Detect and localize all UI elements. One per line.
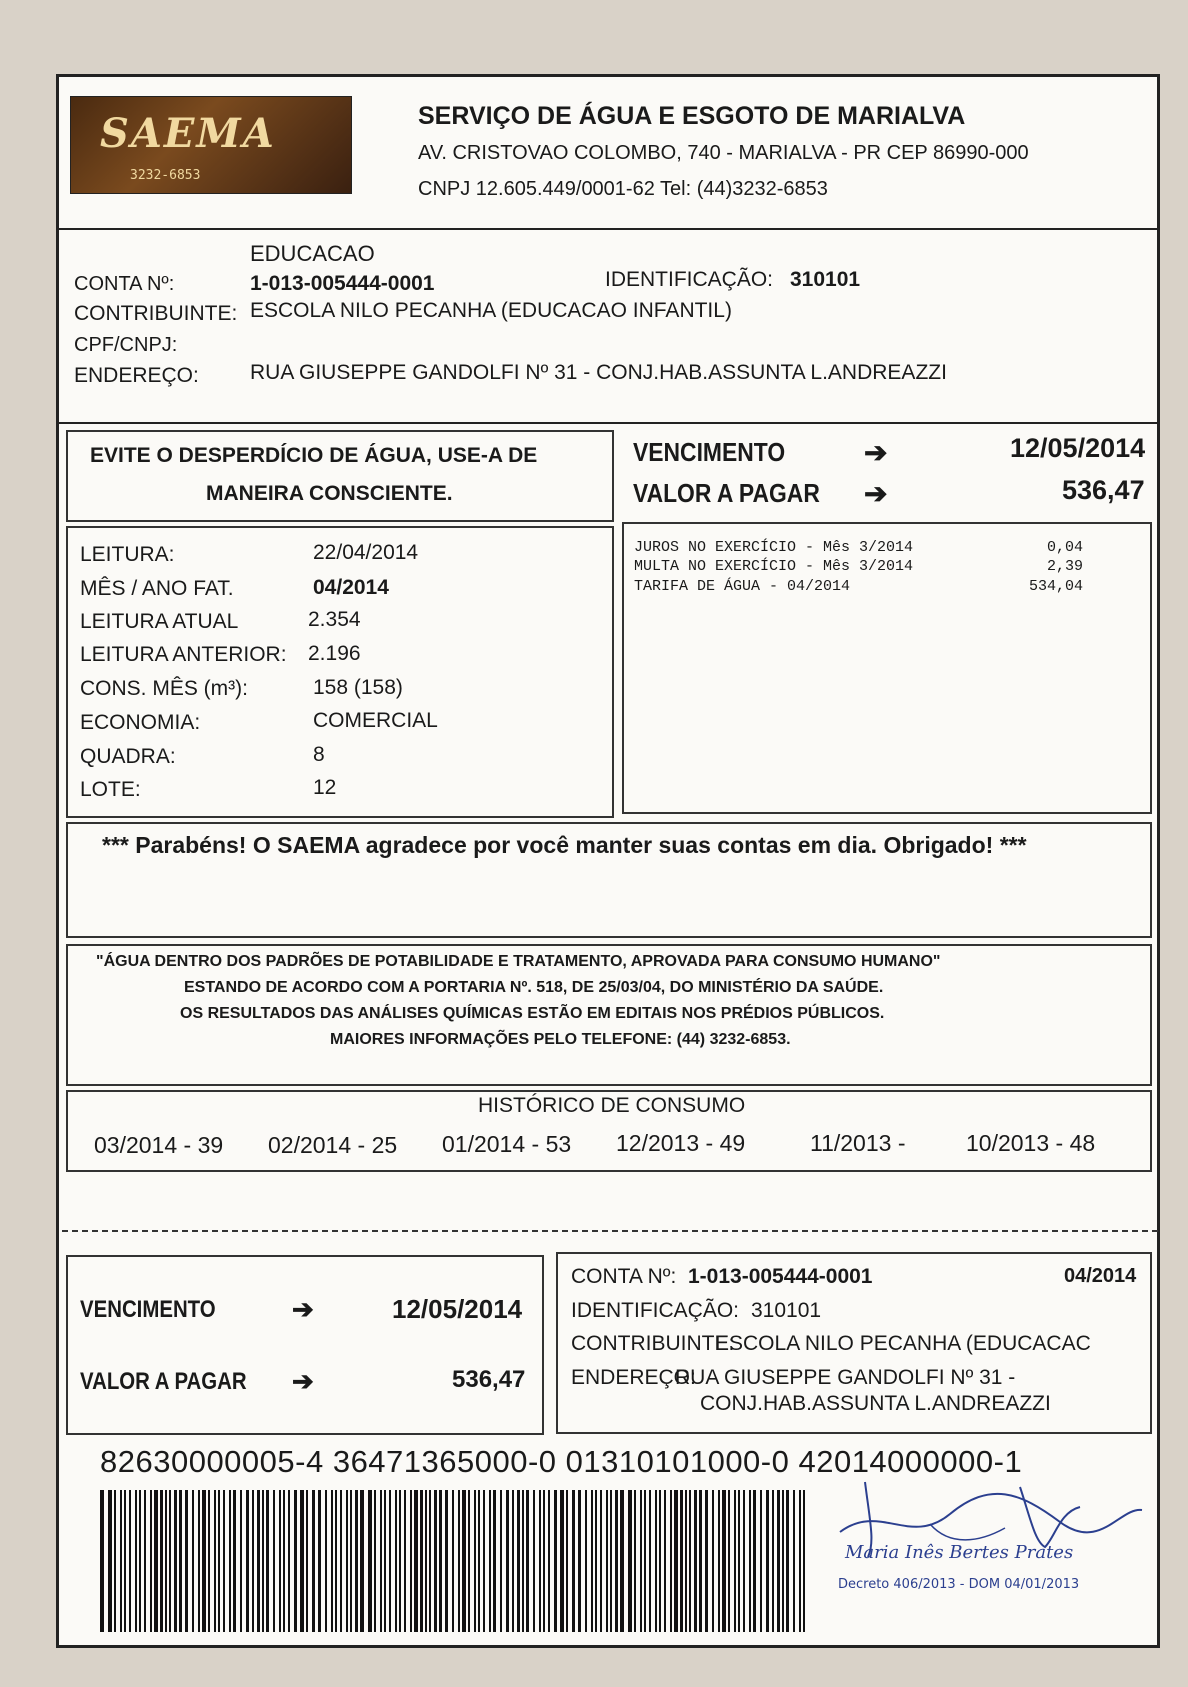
vencimento-value: 12/05/2014	[1010, 433, 1146, 463]
barcode-bar	[410, 1490, 412, 1632]
barcode-bar	[743, 1490, 745, 1632]
anterior-label: LEITURA ANTERIOR:	[80, 643, 287, 666]
barcode-bar	[420, 1490, 423, 1632]
company-address: AV. CRISTOVAO COLOMBO, 740 - MARIALVA - PR CEP 86990-000	[418, 142, 1029, 164]
barcode-bar	[722, 1490, 726, 1632]
barcode-bar	[368, 1490, 372, 1632]
endereco-value: RUA GIUSEPPE GANDOLFI Nº 31 - CONJ.HAB.ASSUNTA L.ANDREAZZI	[250, 361, 947, 384]
barcode-bar	[606, 1490, 608, 1632]
stub-payment-box	[66, 1255, 544, 1435]
stamp-name: Maria Inês Bertes Prates	[845, 1542, 1074, 1563]
barcode-bar	[772, 1490, 774, 1632]
barcode-bar	[452, 1490, 454, 1632]
barcode-bar	[512, 1490, 514, 1632]
barcode-bar	[380, 1490, 382, 1632]
barcode-bar	[560, 1490, 564, 1632]
leitura-label: LEITURA:	[80, 543, 175, 566]
barcode-bar	[566, 1490, 568, 1632]
cpf-label: CPF/CNPJ:	[74, 334, 178, 356]
contrib-label: CONTRIBUINTE:	[74, 302, 238, 325]
valor-arrow-icon: ➔	[864, 478, 888, 509]
history-item: 11/2013 -	[810, 1130, 906, 1156]
barcode-bar	[135, 1490, 137, 1632]
signature-stamp	[820, 1462, 1150, 1592]
conta-label: CONTA Nº:	[74, 273, 175, 295]
barcode-bar	[578, 1490, 581, 1632]
contrib-value: ESCOLA NILO PECANHA (EDUCACAO INFANTIL)	[250, 299, 732, 322]
barcode-bar	[500, 1490, 502, 1632]
barcode-bar	[318, 1490, 321, 1632]
barcode-bar	[192, 1490, 194, 1632]
atual-label: LEITURA ATUAL	[80, 610, 239, 633]
barcode-bar	[262, 1490, 264, 1632]
barcode-bar	[240, 1490, 242, 1632]
barcode-bar	[399, 1490, 401, 1632]
barcode-bar	[640, 1490, 642, 1632]
lote-value: 12	[313, 776, 337, 799]
barcode-bar	[543, 1490, 545, 1632]
barcode-bar	[766, 1490, 769, 1632]
history-item: 10/2013 - 48	[966, 1130, 1096, 1156]
company-name: SERVIÇO DE ÁGUA E ESGOTO DE MARIALVA	[418, 102, 966, 130]
barcode-bar	[760, 1490, 762, 1632]
notice-line1: EVITE O DESPERDÍCIO DE ÁGUA, USE-A DE	[90, 444, 538, 467]
barcode-bar	[252, 1490, 254, 1632]
charge-value: 2,39	[1046, 558, 1083, 575]
stub-valor-value: 536,47	[452, 1366, 526, 1393]
barcode-bar	[595, 1490, 597, 1632]
barcode-bar	[246, 1490, 249, 1632]
barcode-bar	[325, 1490, 327, 1632]
quality-line3: OS RESULTADOS DAS ANÁLISES QUÍMICAS ESTÃO EM EDITAIS NOS PRÉDIOS PÚBLICOS.	[180, 1005, 885, 1022]
barcode-bar	[548, 1490, 550, 1632]
barcode-bar	[782, 1490, 784, 1632]
barcode-bar	[198, 1490, 200, 1632]
barcode-bar	[154, 1490, 158, 1632]
mes-label: MÊS / ANO FAT.	[80, 577, 234, 600]
barcode-bar	[620, 1490, 624, 1632]
barcode-bar	[445, 1490, 448, 1632]
barcode-bar	[799, 1490, 801, 1632]
vencimento-label: VENCIMENTO	[633, 437, 786, 467]
barcode-bar	[273, 1490, 275, 1632]
barcode-bar	[350, 1490, 352, 1632]
barcode-bar	[384, 1490, 386, 1632]
barcode-bar	[600, 1490, 602, 1632]
barcode-bar	[474, 1490, 476, 1632]
barcode-bar	[389, 1490, 391, 1632]
barcode-bar	[346, 1490, 348, 1632]
barcode-bar	[670, 1490, 672, 1632]
barcode-bar	[300, 1490, 304, 1632]
history-item: 12/2013 - 49	[616, 1130, 746, 1156]
thanks-message: *** Parabéns! O SAEMA agradece por você manter suas contas em dia. Obrigado! ***	[102, 832, 1027, 858]
barcode-bar	[257, 1490, 260, 1632]
account-category: EDUCACAO	[250, 241, 375, 266]
barcode-bar	[522, 1490, 524, 1632]
stub-ref: 04/2014	[1064, 1265, 1137, 1287]
barcode-bar	[694, 1490, 697, 1632]
barcode-bar	[610, 1490, 612, 1632]
barcode-bar	[114, 1490, 116, 1632]
barcode-bar	[214, 1490, 216, 1632]
barcode-bar	[174, 1490, 177, 1632]
barcode	[100, 1490, 808, 1632]
barcode-bar	[120, 1490, 122, 1632]
ident-value: 310101	[790, 268, 861, 291]
stub-vencimento-label: VENCIMENTO	[80, 1296, 216, 1323]
barcode-bar	[108, 1490, 112, 1632]
barcode-bar	[208, 1490, 210, 1632]
barcode-bar	[404, 1490, 406, 1632]
charge-value: 0,04	[1046, 539, 1083, 556]
barcode-bar	[803, 1490, 805, 1632]
history-title: HISTÓRICO DE CONSUMO	[478, 1094, 746, 1117]
barcode-bar	[331, 1490, 333, 1632]
stub-contrib-value: ESCOLA NILO PECANHA (EDUCACAC	[715, 1332, 1091, 1355]
barcode-digits: 82630000005-4 36471365000-0 01310101000-0 42014000000-1	[100, 1444, 1023, 1479]
barcode-bar	[674, 1490, 678, 1632]
barcode-bar	[628, 1490, 632, 1632]
barcode-bar	[478, 1490, 480, 1632]
quality-line2: ESTANDO DE ACORDO COM A PORTARIA Nº. 518, DE 25/03/04, DO MINISTÉRIO DA SAÚDE.	[184, 979, 884, 996]
barcode-bar	[649, 1490, 651, 1632]
valor-label: VALOR A PAGAR	[633, 478, 820, 508]
barcode-bar	[718, 1490, 720, 1632]
header-divider	[58, 228, 1158, 230]
barcode-bar	[554, 1490, 557, 1632]
stamp-decree: Decreto 406/2013 - DOM 04/01/2013	[838, 1577, 1080, 1592]
barcode-bar	[218, 1490, 220, 1632]
barcode-bar	[144, 1490, 146, 1632]
barcode-bar	[100, 1490, 104, 1632]
barcode-bar	[169, 1490, 171, 1632]
reading-box	[66, 526, 614, 818]
barcode-bar	[283, 1490, 285, 1632]
barcode-bar	[340, 1490, 342, 1632]
stub-valor-label: VALOR A PAGAR	[80, 1368, 247, 1395]
barcode-bar	[506, 1490, 509, 1632]
barcode-bar	[355, 1490, 358, 1632]
barcode-bar	[699, 1490, 702, 1632]
barcode-bar	[705, 1490, 708, 1632]
charge-value: 534,04	[1028, 578, 1083, 595]
stub-vencimento-arrow-icon: ➔	[292, 1294, 314, 1324]
barcode-bar	[312, 1490, 315, 1632]
barcode-bar	[468, 1490, 470, 1632]
barcode-bar	[655, 1490, 657, 1632]
stub-endereco-label: ENDEREÇO:	[571, 1366, 696, 1389]
barcode-bar	[439, 1490, 442, 1632]
lote-label: LOTE:	[80, 778, 141, 801]
logo-phone: 3232-6853	[130, 168, 201, 183]
history-item: 03/2014 - 39	[94, 1132, 224, 1158]
barcode-bar	[685, 1490, 687, 1632]
barcode-bar	[712, 1490, 714, 1632]
barcode-bar	[279, 1490, 281, 1632]
barcode-bar	[680, 1490, 683, 1632]
barcode-bar	[634, 1490, 636, 1632]
charge-desc: MULTA NO EXERCÍCIO - Mês 3/2014	[634, 558, 914, 575]
barcode-bar	[572, 1490, 575, 1632]
barcode-bar	[585, 1490, 587, 1632]
quality-line1: "ÁGUA DENTRO DOS PADRÕES DE POTABILIDADE E TRATAMENTO, APROVADA PARA CONSUMO HUMANO"	[96, 953, 941, 970]
leitura-value: 22/04/2014	[313, 541, 419, 564]
barcode-bar	[526, 1490, 529, 1632]
barcode-bar	[489, 1490, 491, 1632]
barcode-bar	[150, 1490, 152, 1632]
barcode-bar	[374, 1490, 376, 1632]
account-divider	[58, 422, 1158, 424]
barcode-bar	[738, 1490, 740, 1632]
barcode-bar	[749, 1490, 751, 1632]
charge-desc: JUROS NO EXERCÍCIO - Mês 3/2014	[634, 539, 914, 556]
stub-contrib-label: CONTRIBUINTE:	[571, 1332, 735, 1355]
barcode-bar	[414, 1490, 418, 1632]
barcode-bar	[615, 1490, 618, 1632]
barcode-bar	[539, 1490, 541, 1632]
cons-label: CONS. MÊS (m³):	[80, 677, 248, 700]
barcode-bar	[223, 1490, 225, 1632]
barcode-bar	[689, 1490, 691, 1632]
barcode-bar	[458, 1490, 460, 1632]
barcode-bar	[644, 1490, 646, 1632]
barcode-bar	[425, 1490, 427, 1632]
economia-value: COMERCIAL	[313, 709, 438, 732]
barcode-bar	[335, 1490, 337, 1632]
atual-value: 2.354	[308, 608, 361, 631]
barcode-bar	[664, 1490, 666, 1632]
barcode-bar	[165, 1490, 167, 1632]
cut-line	[62, 1230, 1158, 1232]
barcode-bar	[753, 1490, 756, 1632]
stub-ident-label: IDENTIFICAÇÃO:	[571, 1299, 740, 1322]
ident-label: IDENTIFICAÇÃO:	[605, 268, 774, 291]
stub-endereco-value2: CONJ.HAB.ASSUNTA L.ANDREAZZI	[700, 1392, 1051, 1415]
barcode-bar	[266, 1490, 269, 1632]
barcode-bar	[306, 1490, 308, 1632]
barcode-bar	[493, 1490, 496, 1632]
barcode-bar	[429, 1490, 431, 1632]
stub-ident-value: 310101	[751, 1299, 822, 1322]
stub-vencimento-value: 12/05/2014	[392, 1294, 523, 1324]
stub-conta-value: 1-013-005444-0001	[688, 1265, 873, 1288]
barcode-bar	[294, 1490, 297, 1632]
barcode-bar	[793, 1490, 795, 1632]
barcode-bar	[202, 1490, 206, 1632]
barcode-bar	[734, 1490, 736, 1632]
barcode-bar	[483, 1490, 485, 1632]
history-item: 01/2014 - 53	[442, 1131, 572, 1157]
company-cnpj-tel: CNPJ 12.605.449/0001-62 Tel: (44)3232-6853	[418, 178, 828, 200]
quadra-label: QUADRA:	[80, 745, 176, 768]
barcode-bar	[229, 1490, 231, 1632]
stub-valor-arrow-icon: ➔	[292, 1366, 314, 1396]
barcode-bar	[533, 1490, 535, 1632]
history-item: 02/2014 - 25	[268, 1132, 398, 1158]
stub-endereco-value: RUA GIUSEPPE GANDOLFI Nº 31 -	[675, 1366, 1016, 1389]
barcode-bar	[160, 1490, 163, 1632]
anterior-value: 2.196	[308, 642, 361, 665]
barcode-bar	[139, 1490, 141, 1632]
logo-text: SAEMA	[100, 110, 276, 157]
barcode-bar	[659, 1490, 661, 1632]
vencimento-arrow-icon: ➔	[864, 437, 888, 468]
barcode-bar	[288, 1490, 290, 1632]
charge-desc: TARIFA DE ÁGUA - 04/2014	[634, 578, 851, 595]
barcode-bar	[129, 1490, 131, 1632]
valor-value: 536,47	[1062, 475, 1145, 505]
quadra-value: 8	[313, 743, 325, 766]
quality-line4: MAIORES INFORMAÇÕES PELO TELEFONE: (44) 3232-6853.	[330, 1031, 791, 1048]
notice-line2: MANEIRA CONSCIENTE.	[206, 482, 453, 505]
stub-conta-label: CONTA Nº:	[571, 1265, 677, 1288]
barcode-bar	[360, 1490, 364, 1632]
barcode-bar	[124, 1490, 126, 1632]
barcode-bar	[434, 1490, 437, 1632]
barcode-bar	[395, 1490, 397, 1632]
barcode-bar	[777, 1490, 780, 1632]
barcode-bar	[786, 1490, 789, 1632]
barcode-bar	[591, 1490, 593, 1632]
barcode-bar	[517, 1490, 520, 1632]
barcode-bar	[462, 1490, 466, 1632]
barcode-bar	[233, 1490, 236, 1632]
barcode-bar	[185, 1490, 188, 1632]
mes-value: 04/2014	[313, 576, 389, 599]
economia-label: ECONOMIA:	[80, 711, 201, 734]
conta-value: 1-013-005444-0001	[250, 272, 435, 295]
endereco-label: ENDEREÇO:	[74, 364, 199, 387]
barcode-bar	[728, 1490, 730, 1632]
cons-value: 158 (158)	[313, 676, 403, 699]
barcode-bar	[179, 1490, 182, 1632]
